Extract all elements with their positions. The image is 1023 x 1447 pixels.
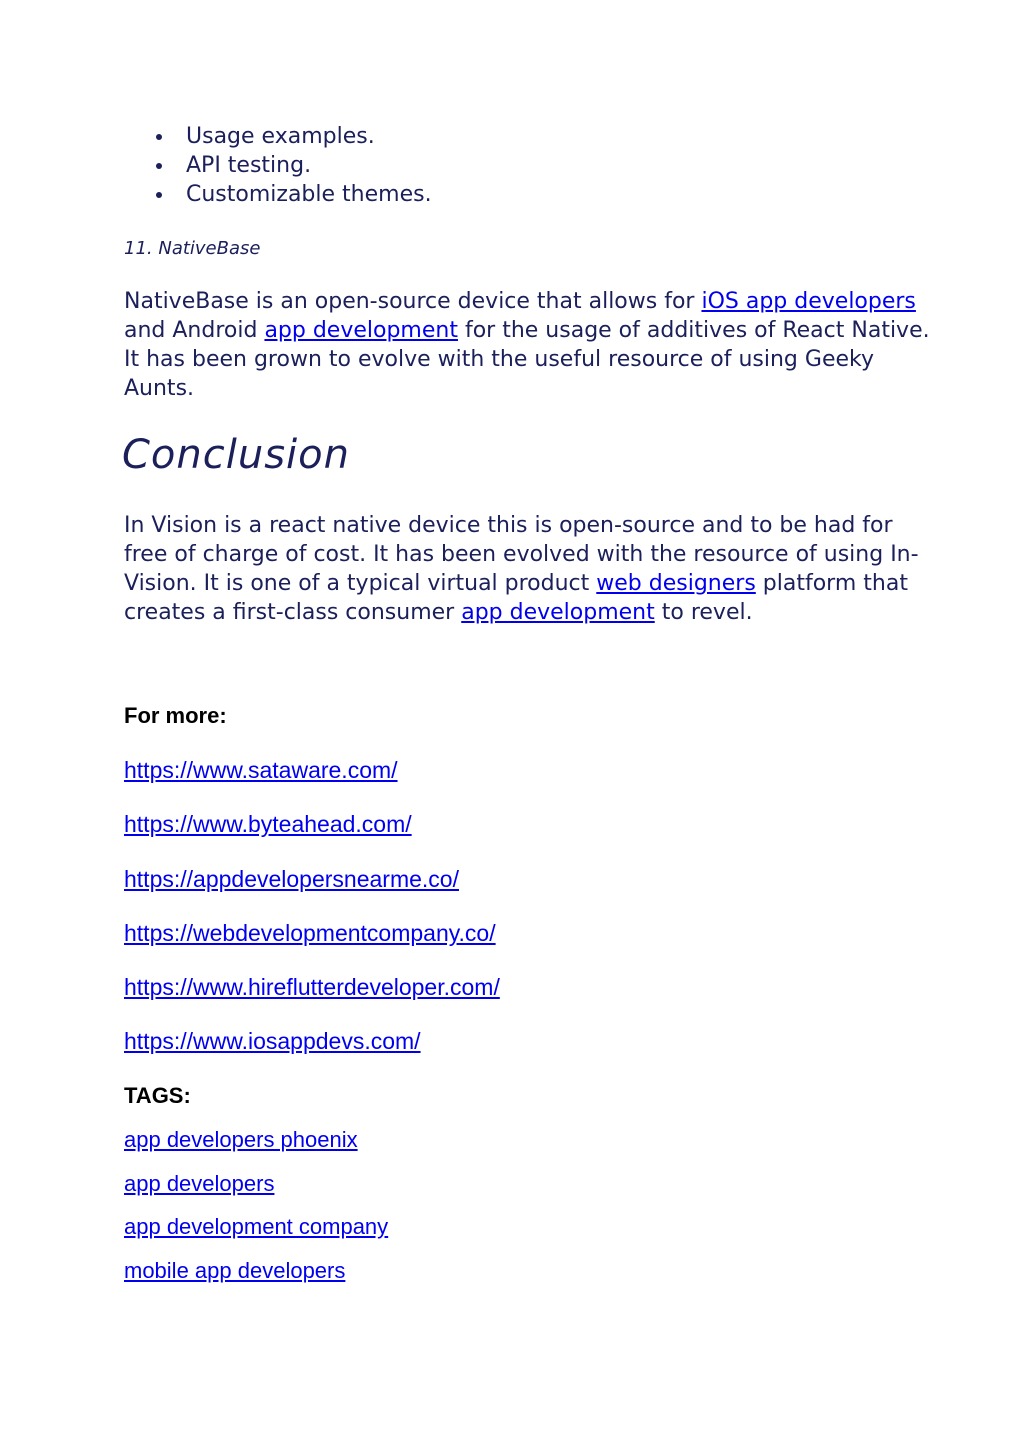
bullet-dot-icon (156, 134, 162, 140)
link-iosappdevs[interactable]: https://www.iosappdevs.com/ (124, 1028, 421, 1054)
nativebase-paragraph: NativeBase is an open-source device that allows for iOS app developers and Android app development for the usage of additives of React Native. It has been grown to evolve with the useful resource of using Geeky Aunts. (124, 289, 930, 401)
tag-app-development-company[interactable]: app development company (124, 1214, 389, 1239)
tag-app-developers[interactable]: app developers (124, 1171, 275, 1196)
bullet-dot-icon (156, 163, 162, 169)
app-development-link[interactable]: app development (264, 318, 458, 343)
link-appdevelopersnearme[interactable]: https://appdevelopersnearme.co/ (124, 866, 459, 892)
ios-app-developers-link[interactable]: iOS app developers (701, 289, 916, 314)
app-development-link[interactable]: app development (461, 600, 655, 625)
link-webdevelopmentcompany[interactable]: https://webdevelopmentcompany.co/ (124, 920, 496, 946)
for-more-label: For more: (124, 703, 227, 728)
bullet-dot-icon (156, 192, 162, 198)
link-byteahead[interactable]: https://www.byteahead.com/ (124, 811, 412, 837)
tag-app-developers-phoenix[interactable]: app developers phoenix (124, 1127, 358, 1152)
link-hireflutterdeveloper[interactable]: https://www.hireflutterdeveloper.com/ (124, 974, 500, 1000)
web-designers-link[interactable]: web designers (596, 571, 756, 596)
link-sataware[interactable]: https://www.sataware.com/ (124, 757, 398, 783)
conclusion-heading: Conclusion (122, 432, 350, 478)
conclusion-paragraph: In Vision is a react native device this is open-source and to be had for free of charge of cost. It has been evolved with the resource of using In- Vision. It is one of a typical virtual product web designers platform that creates a first-class consumer app development to revel. (124, 513, 919, 625)
section-subheading: 11. NativeBase (124, 238, 261, 259)
tags-label: TAGS: (124, 1083, 191, 1108)
tag-mobile-app-developers[interactable]: mobile app developers (124, 1258, 346, 1283)
